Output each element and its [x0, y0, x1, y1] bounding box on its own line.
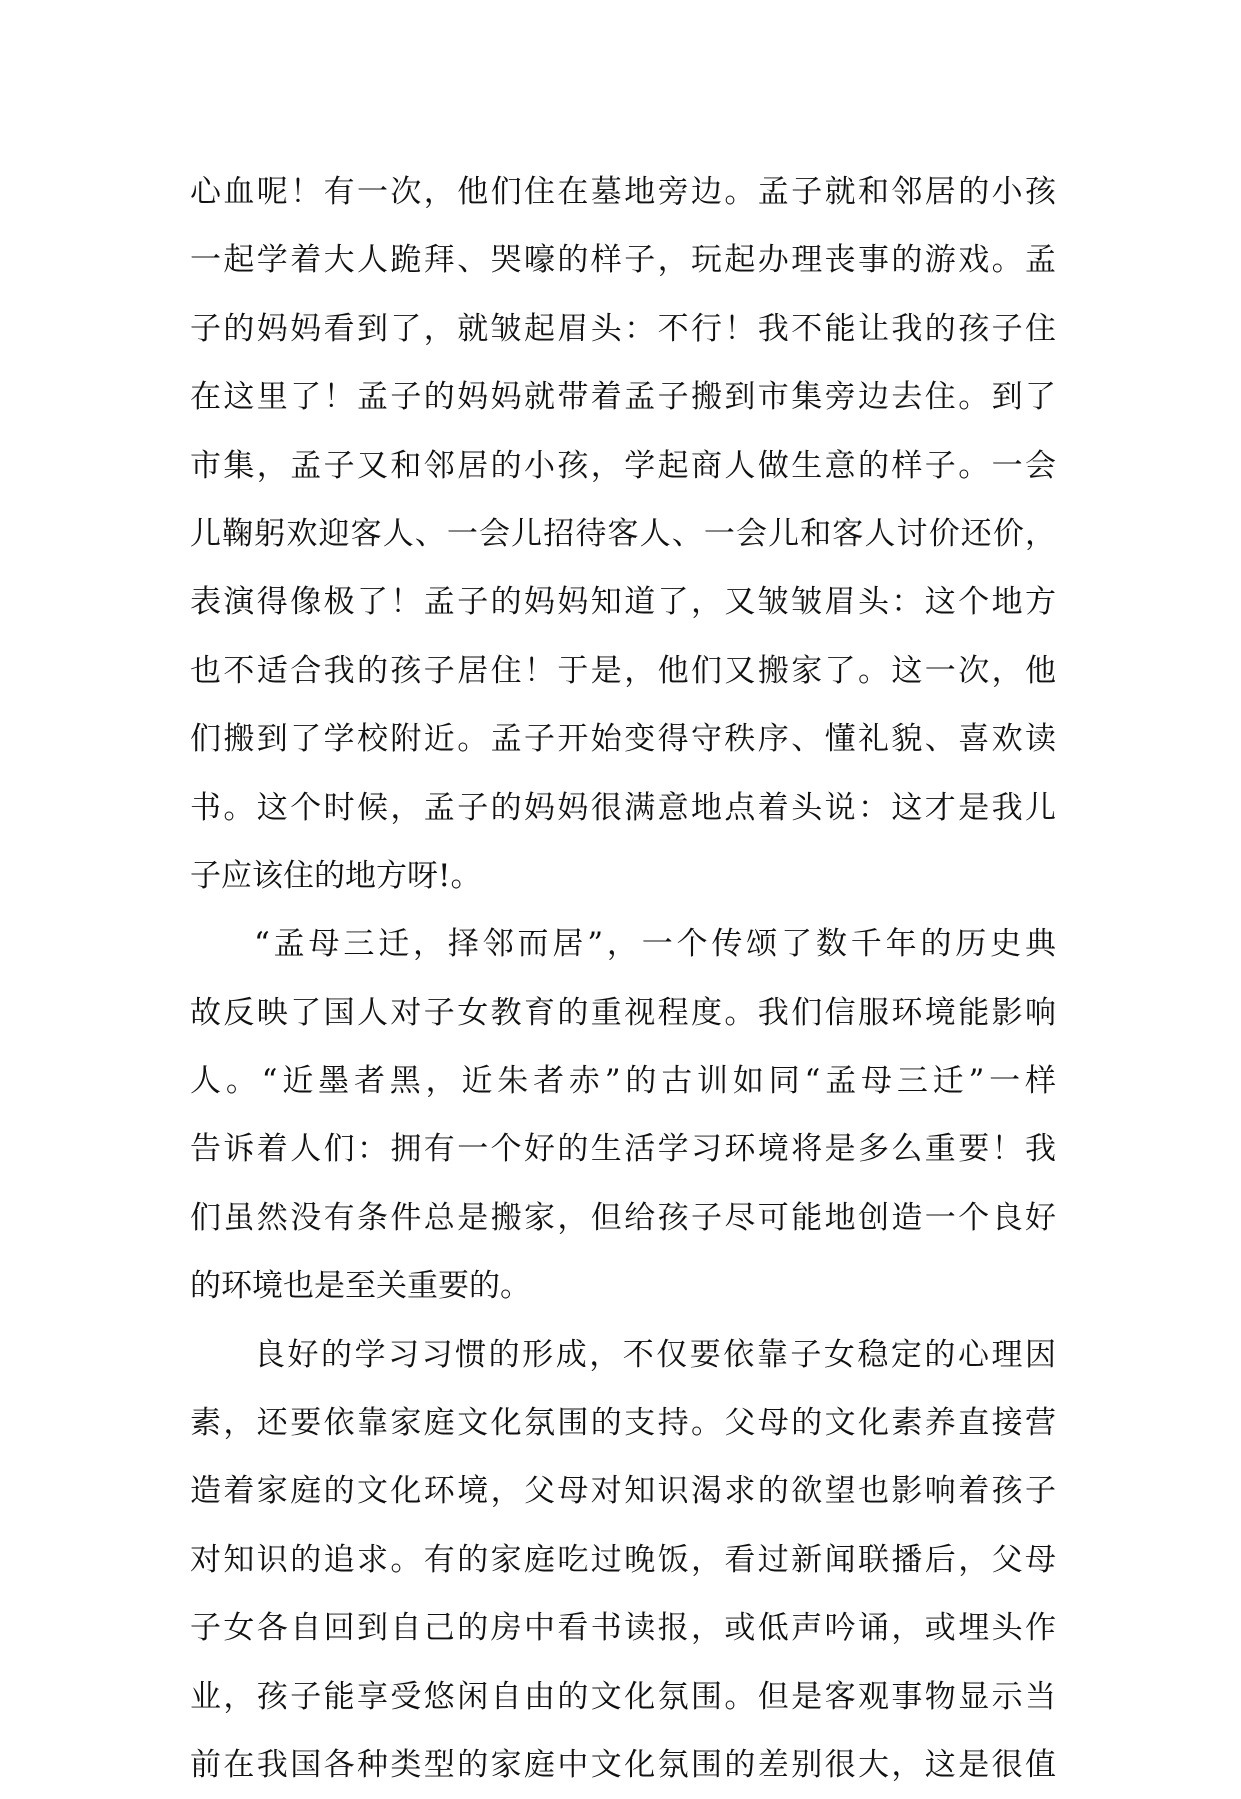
text-line: 们虽然没有条件总是搬家，但给孩子尽可能地创造一个良好 — [190, 1199, 1056, 1236]
text-line: 对知识的追求。有的家庭吃过晚饭，看过新闻联播后，父母 — [190, 1541, 1056, 1578]
text-line: 也不适合我的孩子居住！于是，他们又搬家了。这一次，他 — [190, 652, 1056, 689]
text-line: 表演得像极了！孟子的妈妈知道了，又皱皱眉头：这个地方 — [190, 584, 1056, 621]
text-line: 子应该住的地方呀!。 — [190, 857, 482, 894]
text-line: 前在我国各种类型的家庭中文化氛围的差别很大，这是很值 — [190, 1746, 1056, 1783]
text-line: 一起学着大人跪拜、哭嚎的样子，玩起办理丧事的游戏。孟 — [190, 242, 1056, 279]
text-line: 市集，孟子又和邻居的小孩，学起商人做生意的样子。一会 — [190, 447, 1056, 484]
text-line: 在这里了！孟子的妈妈就带着孟子搬到市集旁边去住。到了 — [190, 379, 1056, 416]
text-line: 业，孩子能享受悠闲自由的文化氛围。但是客观事物显示当 — [190, 1678, 1056, 1715]
text-line: “孟母三迁，择邻而居”，一个传颂了数千年的历史典 — [254, 926, 1056, 963]
paragraph-1 — [190, 158, 1056, 910]
paragraph-2 — [190, 910, 1056, 1320]
text-line: 书。这个时候，孟子的妈妈很满意地点着头说：这才是我儿 — [190, 789, 1056, 826]
text-line: 心血呢！有一次，他们住在墓地旁边。孟子就和邻居的小孩 — [190, 174, 1056, 210]
text-line: 子女各自回到自己的房中看书读报，或低声吟诵，或埋头作 — [190, 1610, 1056, 1647]
text-line: 人。“近墨者黑，近朱者赤”的古训如同“孟母三迁”一样 — [190, 1063, 1056, 1100]
text-line: 故反映了国人对子女教育的重视程度。我们信服环境能影响 — [190, 994, 1056, 1031]
text-line: 子的妈妈看到了，就皱起眉头：不行！我不能让我的孩子住 — [190, 310, 1056, 347]
paragraph-3 — [190, 1321, 1056, 1799]
text-line: 良好的学习习惯的形成，不仅要依靠子女稳定的心理因 — [254, 1336, 1056, 1373]
document-body — [190, 158, 1056, 1799]
text-line: 素，还要依靠家庭文化氛围的支持。父母的文化素养直接营 — [190, 1405, 1056, 1442]
text-line: 造着家庭的文化环境，父母对知识渴求的欲望也影响着孩子 — [190, 1473, 1056, 1510]
text-line: 们搬到了学校附近。孟子开始变得守秩序、懂礼貌、喜欢读 — [190, 721, 1056, 758]
text-line: 告诉着人们：拥有一个好的生活学习环境将是多么重要！我 — [190, 1131, 1056, 1168]
text-line: 儿鞠躬欢迎客人、一会儿招待客人、一会儿和客人讨价还价， — [190, 515, 1056, 552]
text-line: 的环境也是至关重要的。 — [190, 1268, 531, 1305]
